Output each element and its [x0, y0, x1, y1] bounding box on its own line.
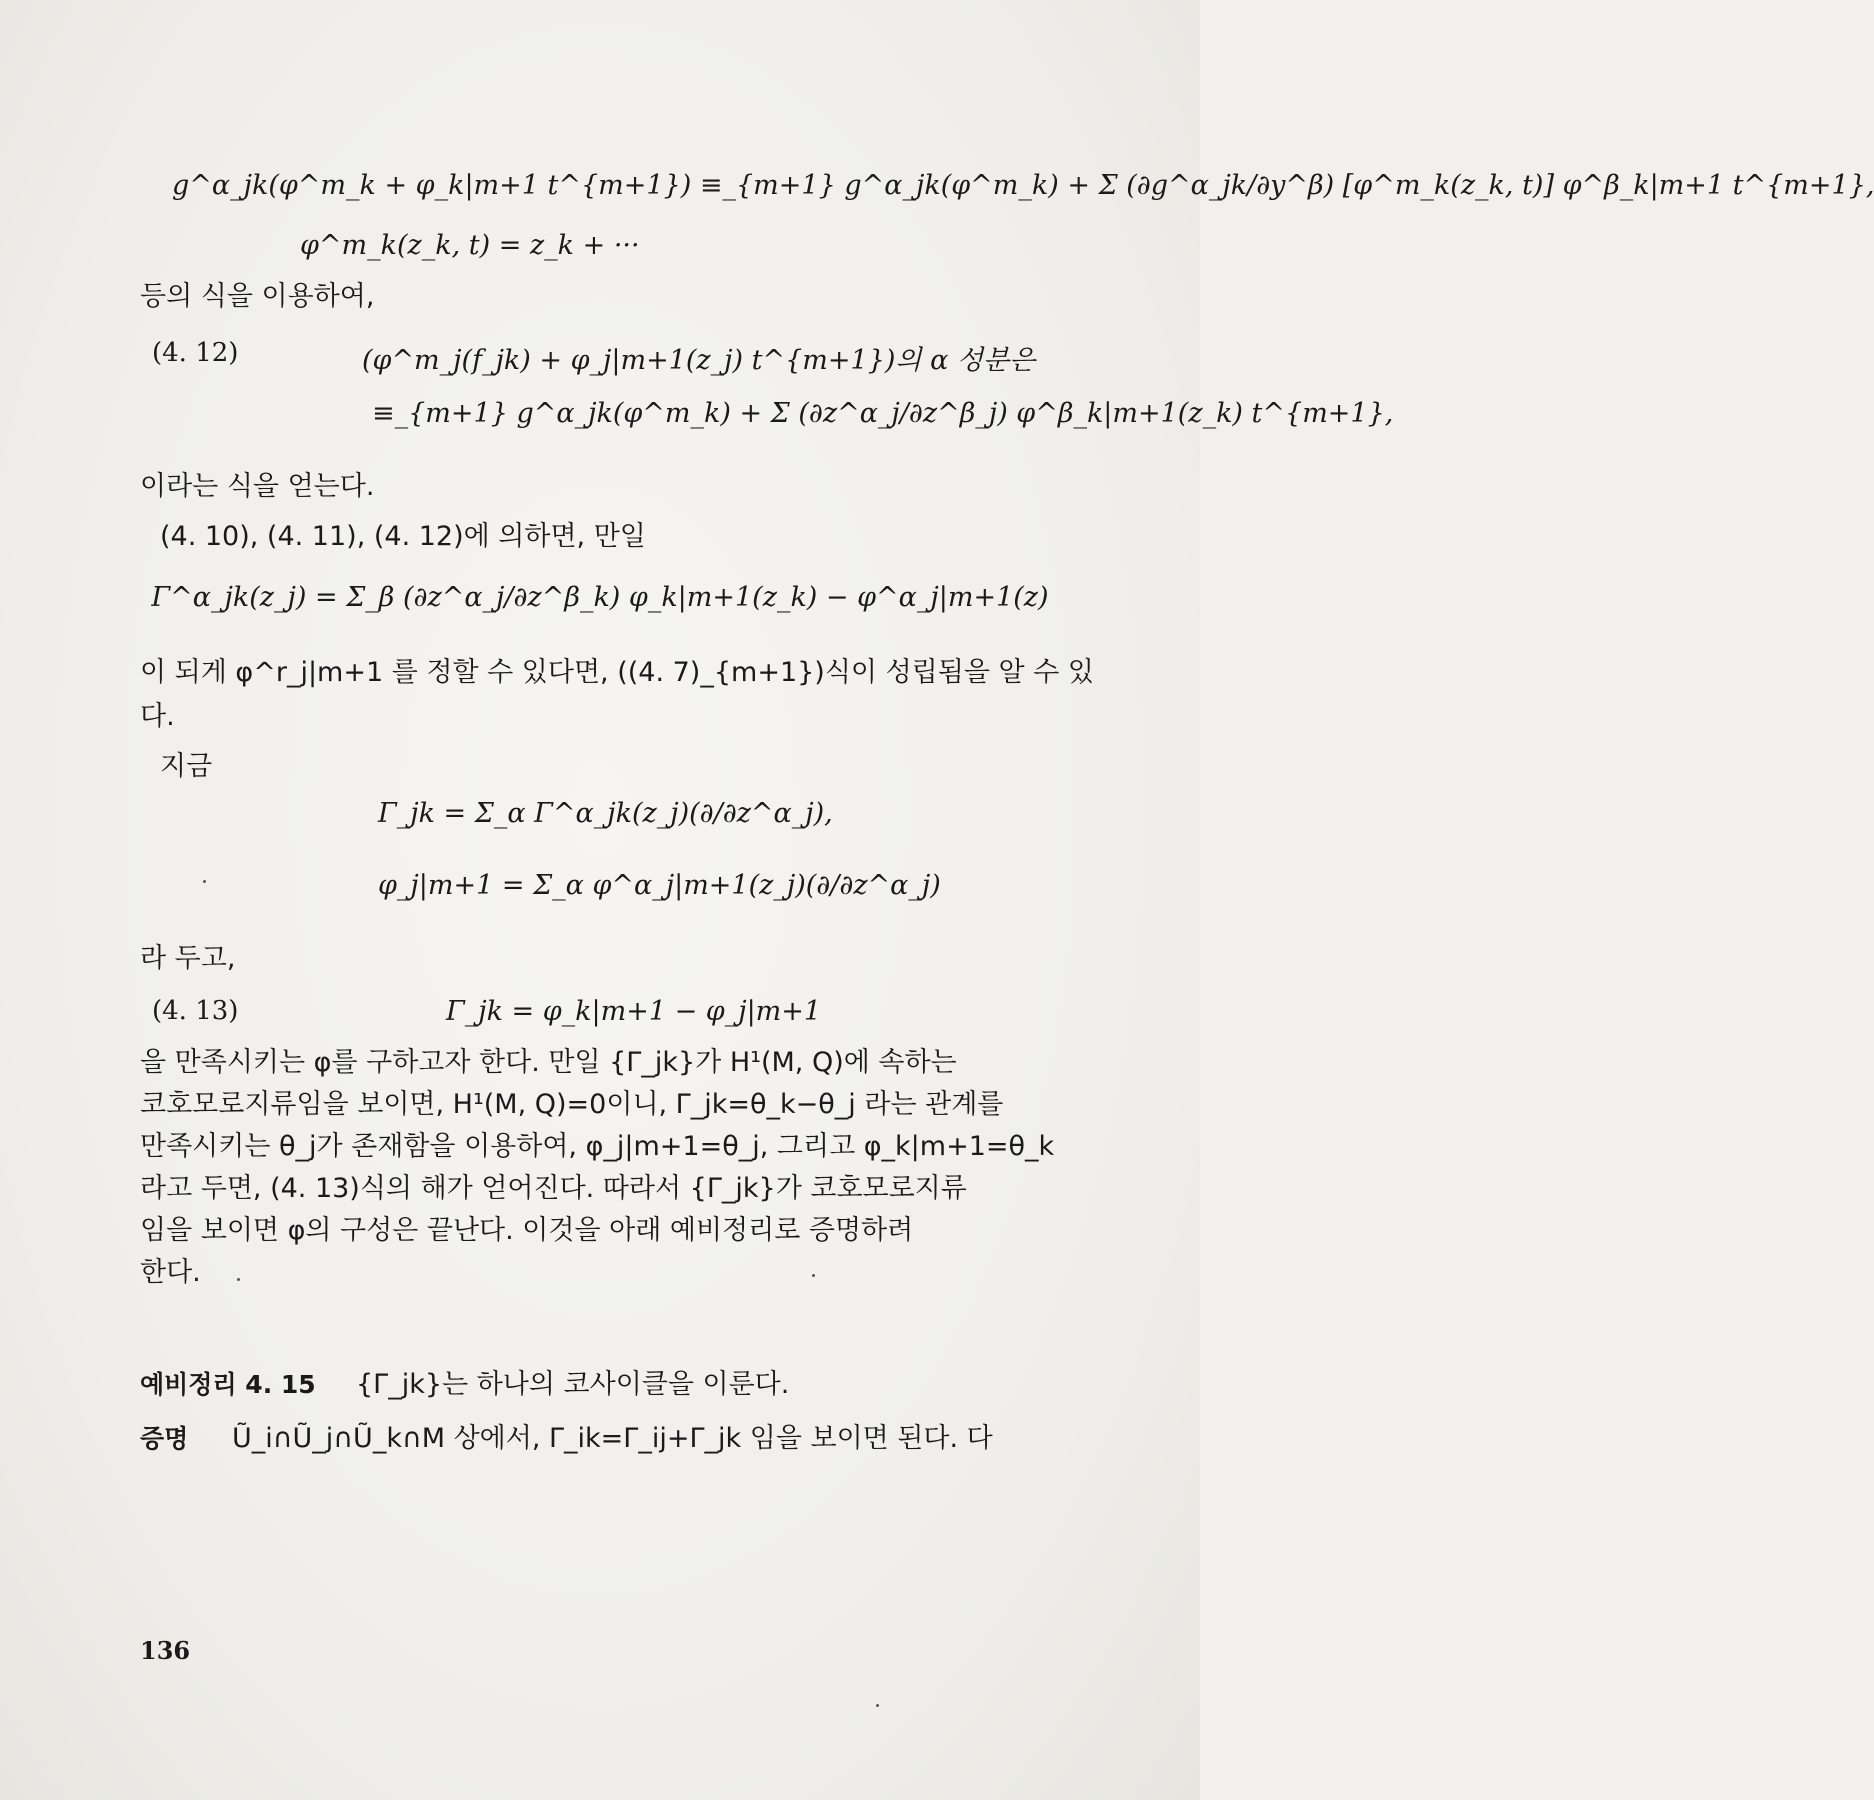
body-line: 임을 보이면 φ의 구성은 끝난다. 이것을 아래 예비정리로 증명하려 [140, 1215, 914, 1246]
paragraph: (4. 10), (4. 11), (4. 12)에 의하면, 만일 [160, 521, 646, 552]
paper-speck [237, 1278, 240, 1281]
equation-line: Γ_jk = φ_k|m+1 − φ_j|m+1 [446, 996, 822, 1027]
equation-number: (4. 12) [152, 338, 239, 368]
equation-line: φ_j|m+1 = Σ_α φ^α_j|m+1(z_j)(∂/∂z^α_j) [378, 870, 941, 901]
paragraph: 이라는 식을 얻는다. [140, 471, 375, 502]
body-line: 을 만족시키는 φ를 구하고자 한다. 만일 {Γ_jk}가 H¹(M, Q)에 속하는 [140, 1047, 957, 1078]
equation-line: (φ^m_j(f_jk) + φ_j|m+1(z_j) t^{m+1})의 α 성분은 [362, 345, 1036, 376]
paragraph: 라 두고, [140, 943, 236, 974]
equation-line: Γ^α_jk(z_j) = Σ_β (∂z^α_j/∂z^β_k) φ_k|m+1(z_k) − φ^α_j|m+1(z) [151, 582, 1049, 613]
page-number: 136 [140, 1636, 191, 1665]
equation-line: Γ_jk = Σ_α Γ^α_jk(z_j)(∂/∂z^α_j), [378, 798, 833, 829]
body-line: 만족시키는 θ_j가 존재함을 이용하여, φ_j|m+1=θ_j, 그리고 φ_k|m+1=θ_k [140, 1131, 1055, 1162]
paragraph: 다. [140, 701, 175, 732]
paragraph: 지금 [160, 751, 213, 782]
equation-number: (4. 13) [152, 996, 239, 1026]
paper-speck [203, 880, 206, 883]
equation-line: g^α_jk(φ^m_k + φ_k|m+1 t^{m+1}) ≡_{m+1} g^α_jk(φ^m_k) + Σ (∂g^α_jk/∂y^β) [φ^m_k(z_k, t)] φ^β_k|m+1 t^{m+1}, [172, 170, 1874, 201]
body-line: 코호모로지류임을 보이면, H¹(M, Q)=0이니, Γ_jk=θ_k−θ_j 라는 관계를 [140, 1089, 1004, 1120]
paper-speck [812, 1274, 815, 1277]
equation-line: ≡_{m+1} g^α_jk(φ^m_k) + Σ (∂z^α_j/∂z^β_j) φ^β_k|m+1(z_k) t^{m+1}, [372, 398, 1394, 429]
equation-line: φ^m_k(z_k, t) = z_k + ··· [300, 230, 640, 261]
paragraph: 이 되게 φ^r_j|m+1 를 정할 수 있다면, ((4. 7)_{m+1})식이 성립됨을 알 수 있 [140, 657, 1094, 688]
lemma-text: {Γ_jk}는 하나의 코사이클을 이룬다. [356, 1369, 790, 1400]
paper-speck [876, 1704, 879, 1707]
body-line: 한다. [140, 1257, 201, 1288]
paragraph: 등의 식을 이용하여, [140, 281, 375, 312]
body-line: 라고 두면, (4. 13)식의 해가 얻어진다. 따라서 {Γ_jk}가 코호모로지류 [140, 1173, 967, 1204]
lemma-label: 예비정리 4. 15 [140, 1370, 316, 1399]
proof-text: Ũ_i∩Ũ_j∩Ũ_k∩M 상에서, Γ_ik=Γ_ij+Γ_jk 임을 보이면 된다. 다 [232, 1423, 993, 1454]
proof-label: 증명 [140, 1424, 189, 1453]
